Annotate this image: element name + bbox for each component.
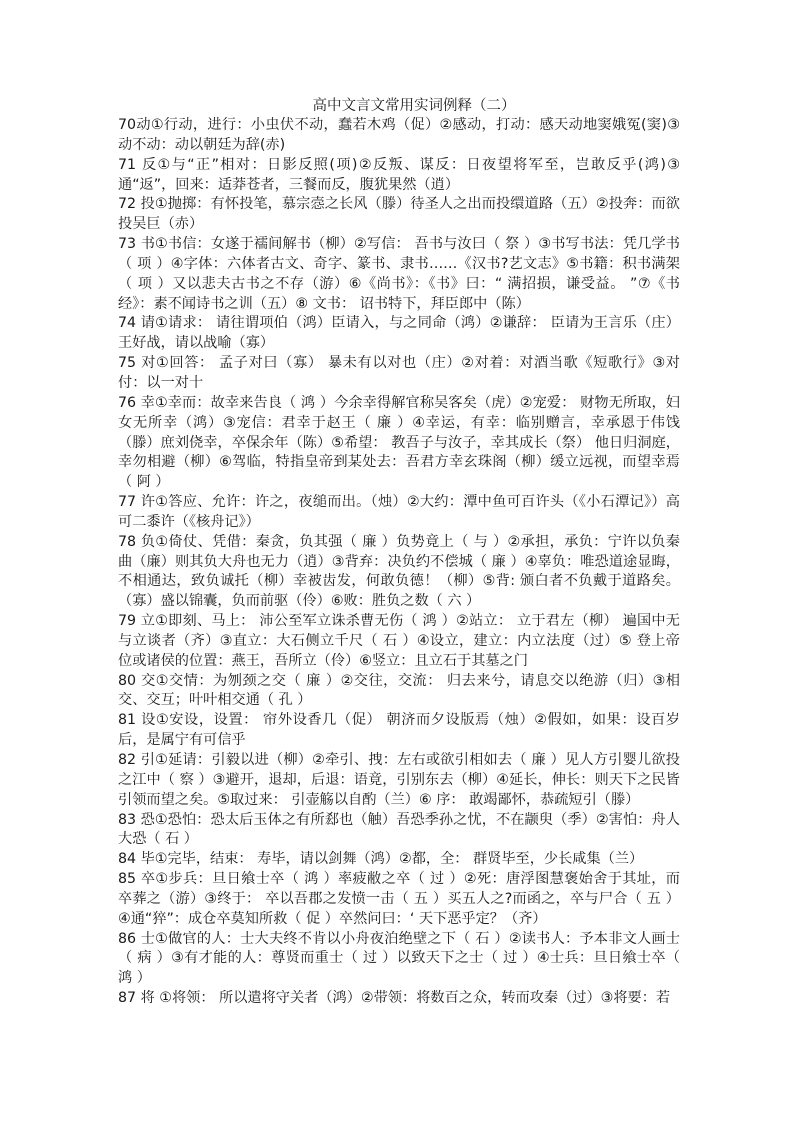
entry-80-jiao: 80 交①交情：为刎颈之交（ 廉 ）②交往，交流： 归去来兮，请息交以绝游（归）③相交、交互；叶叶相交通（ 孔 ） — [118, 672, 680, 709]
entry-81-she: 81 设①安设，设置： 帘外设香几（促） 朝济而夕设版焉（烛）②假如，如果：设百岁后，是属宁有可信乎 — [118, 712, 680, 749]
entry-76-xing: 76 幸①幸而：故幸来告良（ 鸿 ）今余幸得解官称吴客矣（虎）②宠爱： 财物无所取，妇女无所幸（鸿）③宠信：君幸于赵王（ 廉 ）④幸运，有幸：临别赠言，幸承恩于伟饯（滕）庶刘侥幸，卒保余年（陈）⑤希望： 教吾子与汝子，幸其成长（祭） 他日归洞庭，幸勿相避（柳）⑥驾临，特指皇帝到某处去：吾君方幸玄珠阁（柳）缓立远视，而望幸焉（ 阿 ） — [118, 394, 680, 491]
entry-75-dui: 75 对①回答： 孟子对曰（寡） 暴未有以对也（庄）②对着：对酒当歌《短歌行》③对付：以一对十 — [118, 355, 680, 391]
entry-82-yin: 82 引①延请：引毅以进（柳）②牵引、拽：左右或欲引相如去（ 廉 ）见人方引婴儿欲投之江中（ 察 ）③避开，退却，后退：语竟，引别东去（柳）④延长，伸长：则天下之民皆引领而望之矣。⑤取过来： 引壶觞以自酌（兰）⑥ 序： 敢竭鄙怀，恭疏短引（滕） — [118, 752, 680, 808]
entry-77-xu: 77 许①答应、允许：许之，夜缒而出。（烛）②大约：潭中鱼可百许头（《小石潭记》）高可二黍许（《核舟记》） — [118, 494, 680, 530]
document-title: 高中文言文常用实词例释（二） — [312, 98, 516, 114]
entry-84-bi: 84 毕①完毕，结束： 寿毕，请以剑舞（鸿）②都，全： 群贤毕至，少长咸集（兰） — [118, 851, 644, 868]
entry-86-shi: 86 士①做官的人：士大夫终不肯以小舟夜泊绝壁之下（ 石 ）②读书人：予本非文人画士（ 病 ）③有才能的人：尊贤而重士（ 过 ）以致天下之士（ 过 ）④士兵：旦日飨士卒（ 鸿 ） — [118, 930, 680, 987]
entry-83-kong: 83 恐①恐怕：恐太后玉体之有所郄也（触）吾恐季孙之忧，不在颛臾（季）②害怕：舟人大恐（ 石 ） — [118, 811, 680, 848]
entry-71-fan: 71 反①与“正”相对：日影反照(项)②反叛、谋反：日夜望将军至，岂敢反乎(鸿)③通“返”，回来：适莽苍者，三餐而反，腹犹果然（逍） — [118, 156, 680, 193]
entry-85-zu: 85 卒①步兵：旦日飨士卒（ 鸿 ）率疲敝之卒（ 过 ）②死：唐浮图慧褒始舍于其址，而卒葬之（游）③终于： 卒以吾郡之发愤一击（ 五 ）买五人之?而函之，卒与尸合（ 五 ）④通“猝”：成仓卒莫知所救（ 促 ）卒然问曰：‘ 天下恶乎定？（齐） — [118, 871, 680, 927]
document-page — [118, 96, 680, 1009]
entry-87-jiang: 87 将 ①将领： 所以遣将守关者（鸿）②带领：将数百之众，转而攻秦（过）③将要：若 — [118, 990, 671, 1007]
entry-78-fu: 78 负①倚仗、凭借：秦贪，负其强（ 廉 ）负势竟上（ 与 ）②承担，承负：宁许以负秦曲（廉）则其负大舟也无力（逍）③背弃：决负约不偿城（ 廉 ）④辜负：唯恐道途显晦，不相通达，致负诚托（柳）幸被齿发，何敢负德！（柳）⑤背: 颁白者不负戴于道路矣。（寡）盛以锦囊，负而前驱（伶）⑥败：胜负之数（ 六 ） — [118, 533, 680, 610]
document-body — [118, 116, 680, 1009]
entry-79-li: 79 立①即刻、马上： 沛公至军立诛杀曹无伤（ 鸿 ）②站立： 立于君左（柳） 遍国中无与立谈者（齐）③直立：大石侧立千尺（ 石 ）④设立，建立：内立法度（过）⑤ 登上帝位或诸侯的位置：燕王，吾所立（伶）⑥竖立：且立石于其墓之门 — [118, 613, 680, 669]
entry-72-tou: 72 投①抛掷：有怀投笔，慕宗悫之长风（滕）待圣人之出而投缳道路（五）②投奔：而欲投吴巨（赤） — [118, 196, 680, 233]
entry-74-qing: 74 请①请求： 请往谓项伯（鸿）臣请入，与之同命（鸿）②谦辞： 臣请为王言乐（庄）王好战，请以战喻（寡） — [118, 315, 680, 352]
entry-70-dong: 70动①行动，进行：小虫伏不动，蠢若木鸡（促）②感动，打动：感天动地窦娥冤(窦)③动不动：动以朝廷为辞(赤) — [118, 117, 680, 153]
entry-73-shu: 73 书①书信：女遂于襦间解书（柳）②写信： 吾书与汝曰（ 祭 ）③书写书法：凭几学书（ 项 ）④字体：六体者古文、奇字、篆书、隶书……《汉书?艺文志》⑤书籍：积书满架（ 项 ）又以悲夫古书之不存（游）⑥《尚书》：《书》曰：“ 满招损，谦受益。 ”⑦《书经》：素不闻诗书之训（五）⑧ 文书： 诏书特下，拜臣郎中（陈） — [118, 236, 680, 312]
